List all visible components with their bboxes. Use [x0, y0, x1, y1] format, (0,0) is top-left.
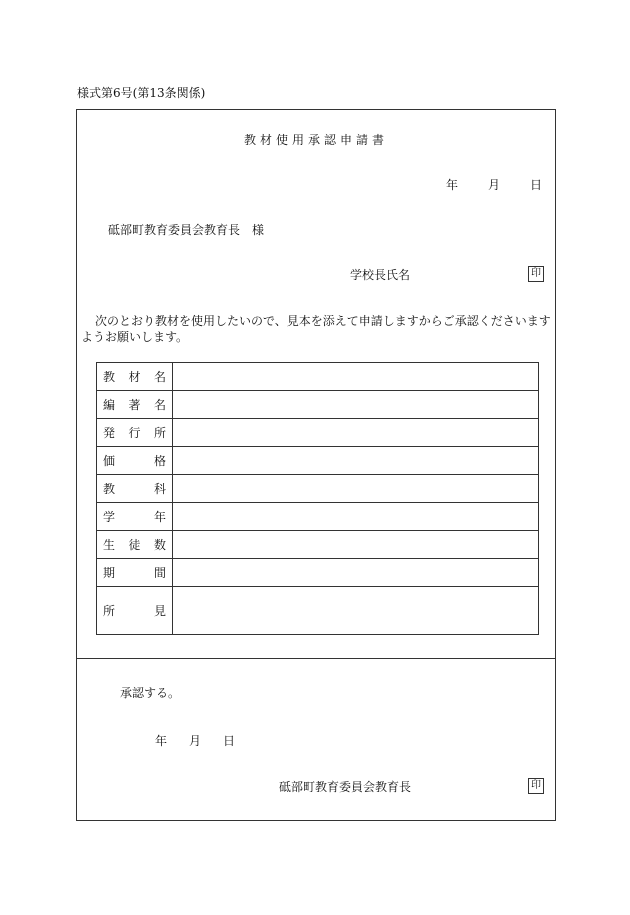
- row-label-char: 学: [103, 510, 116, 524]
- row-value-field[interactable]: [173, 531, 539, 559]
- row-value-field[interactable]: [173, 447, 539, 475]
- row-label: [97, 531, 173, 559]
- row-label-char: 生: [103, 538, 116, 552]
- row-label-char: 所: [153, 426, 166, 440]
- table-row: [97, 559, 539, 587]
- seal-mark: 印: [528, 778, 544, 794]
- form-title: 教材使用承認申請書: [243, 133, 388, 147]
- row-label: [97, 587, 173, 635]
- row-label-char: 著: [128, 398, 141, 412]
- row-label-char: 価: [103, 454, 116, 468]
- row-label-char: 徒: [128, 538, 141, 552]
- table-row: [97, 391, 539, 419]
- row-label-char: 行: [128, 426, 141, 440]
- principal-name-label: 学校長氏名: [350, 268, 411, 282]
- form-frame: [76, 109, 556, 821]
- seal-mark: 印: [528, 266, 544, 282]
- approval-date: [155, 732, 235, 749]
- row-value-field[interactable]: [173, 587, 539, 635]
- table-row: [97, 503, 539, 531]
- date-day-label: 日: [529, 178, 542, 192]
- row-value-field[interactable]: [173, 559, 539, 587]
- row-value-field[interactable]: [173, 391, 539, 419]
- row-label-char: 格: [153, 454, 166, 468]
- date-year-label: 年: [446, 178, 459, 192]
- table-row: [97, 447, 539, 475]
- row-label-char: 発: [103, 426, 116, 440]
- row-label: [97, 559, 173, 587]
- application-date: [446, 176, 542, 193]
- row-label: [97, 447, 173, 475]
- row-label: [97, 503, 173, 531]
- row-value-field[interactable]: [173, 475, 539, 503]
- section-divider: [77, 658, 555, 659]
- row-label-char: 編: [103, 398, 116, 412]
- table-row: [97, 587, 539, 635]
- row-label: [97, 391, 173, 419]
- date-year-label: 年: [155, 734, 168, 748]
- table-row: [97, 475, 539, 503]
- row-label-char: 期: [103, 566, 116, 580]
- addressee: 砥部町教育委員会教育長 様: [108, 223, 265, 237]
- row-label: [97, 475, 173, 503]
- row-label-char: 材: [128, 370, 141, 384]
- row-label: [97, 363, 173, 391]
- row-label-char: 間: [153, 566, 166, 580]
- row-label-char: 所: [103, 604, 116, 618]
- table-row: [97, 419, 539, 447]
- row-label-char: 教: [103, 370, 116, 384]
- approval-text: 承認する。: [120, 686, 181, 700]
- date-month-label: 月: [487, 178, 500, 192]
- item-table: [96, 362, 539, 635]
- row-label-char: 名: [153, 398, 166, 412]
- row-label-char: 名: [153, 370, 166, 384]
- request-text: 次のとおり教材を使用したいので、見本を添えて申請しますからご承認くださいますようお願いします。: [81, 314, 551, 344]
- form-reference: 様式第6号(第13条関係): [77, 86, 206, 100]
- date-month-label: 月: [188, 734, 201, 748]
- row-value-field[interactable]: [173, 503, 539, 531]
- approval-authority: 砥部町教育委員会教育長: [279, 780, 412, 794]
- table-row: [97, 531, 539, 559]
- row-label-char: 年: [153, 510, 166, 524]
- row-label-char: 数: [153, 538, 166, 552]
- row-label-char: 科: [153, 482, 166, 496]
- row-label-char: 見: [153, 604, 166, 618]
- date-day-label: 日: [222, 734, 235, 748]
- table-row: [97, 363, 539, 391]
- row-value-field[interactable]: [173, 419, 539, 447]
- row-label-char: 教: [103, 482, 116, 496]
- row-value-field[interactable]: [173, 363, 539, 391]
- row-label: [97, 419, 173, 447]
